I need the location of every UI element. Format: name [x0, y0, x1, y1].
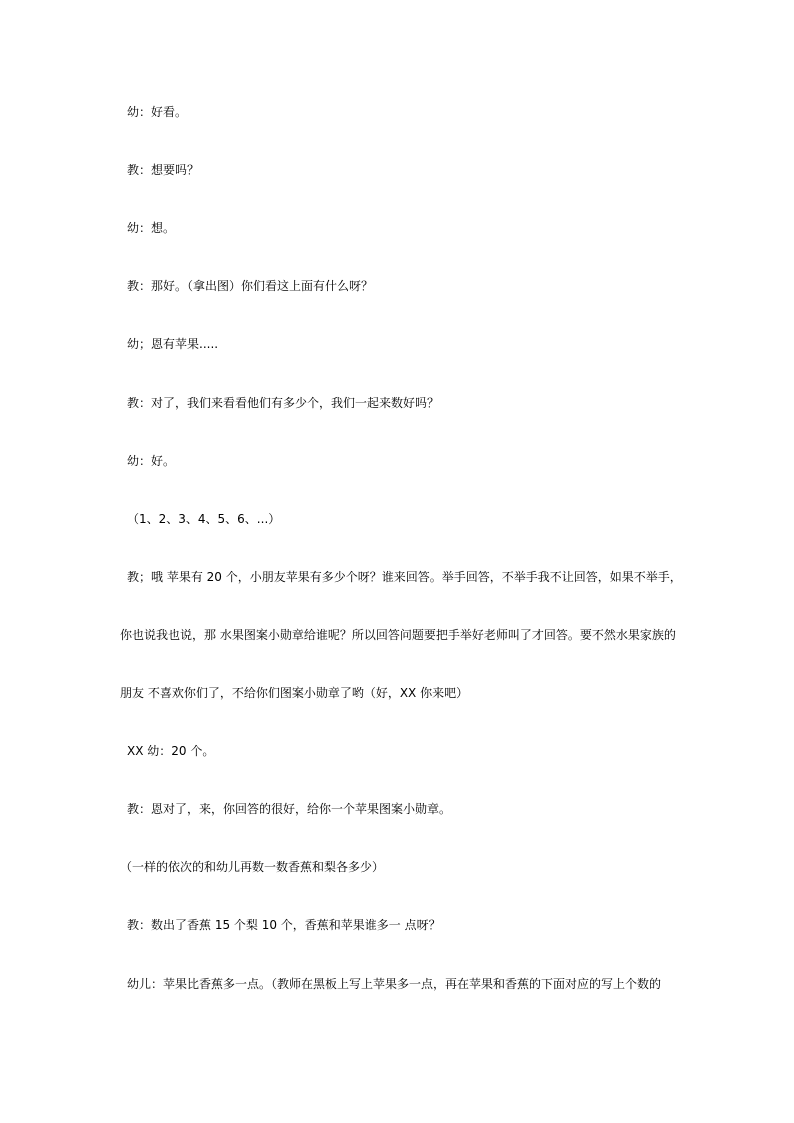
text-line: 幼儿：苹果比香蕉多一点。（教师在黑板上写上苹果多一点，再在苹果和香蕉的下面对应的写上个数的 [127, 977, 662, 991]
text-line: XX 幼：20 个。 [127, 744, 215, 758]
text-line: 朋友 不喜欢你们了，不给你们图案小勋章了哟（好，XX 你来吧） [120, 686, 469, 700]
text-line: （一样的依次的和幼儿再数一数香蕉和梨各多少） [120, 860, 385, 874]
text-line: 幼：好。 [127, 454, 176, 468]
text-line: （1、2、3、4、5、6、...） [127, 512, 281, 526]
text-line: 教：那好。（拿出图）你们看这上面有什么呀？ [127, 279, 374, 293]
text-line: 幼：想。 [127, 221, 176, 235]
text-line: 幼；恩有苹果..... [127, 337, 219, 351]
text-line: 你也说我也说，那 水果图案小勋章给谁呢？所以回答问题要把手举好老师叫了才回答。要不然水果家族的 [120, 628, 676, 642]
text-line: 教：数出了香蕉 15 个梨 10 个，香蕉和苹果谁多一 点呀？ [127, 918, 441, 932]
text-line: 教；哦 苹果有 20 个，小朋友苹果有多少个呀？谁来回答。举手回答，不举手我不让回答，如果不举手， [127, 570, 682, 584]
text-line: 幼：好看。 [127, 105, 188, 119]
text-line: 教：想要吗？ [127, 163, 200, 177]
text-line: 教：对了，我们来看看他们有多少个，我们一起来数好吗？ [127, 396, 440, 410]
text-line: 教：恩对了，来，你回答的很好，给你一个苹果图案小勋章。 [127, 802, 452, 816]
